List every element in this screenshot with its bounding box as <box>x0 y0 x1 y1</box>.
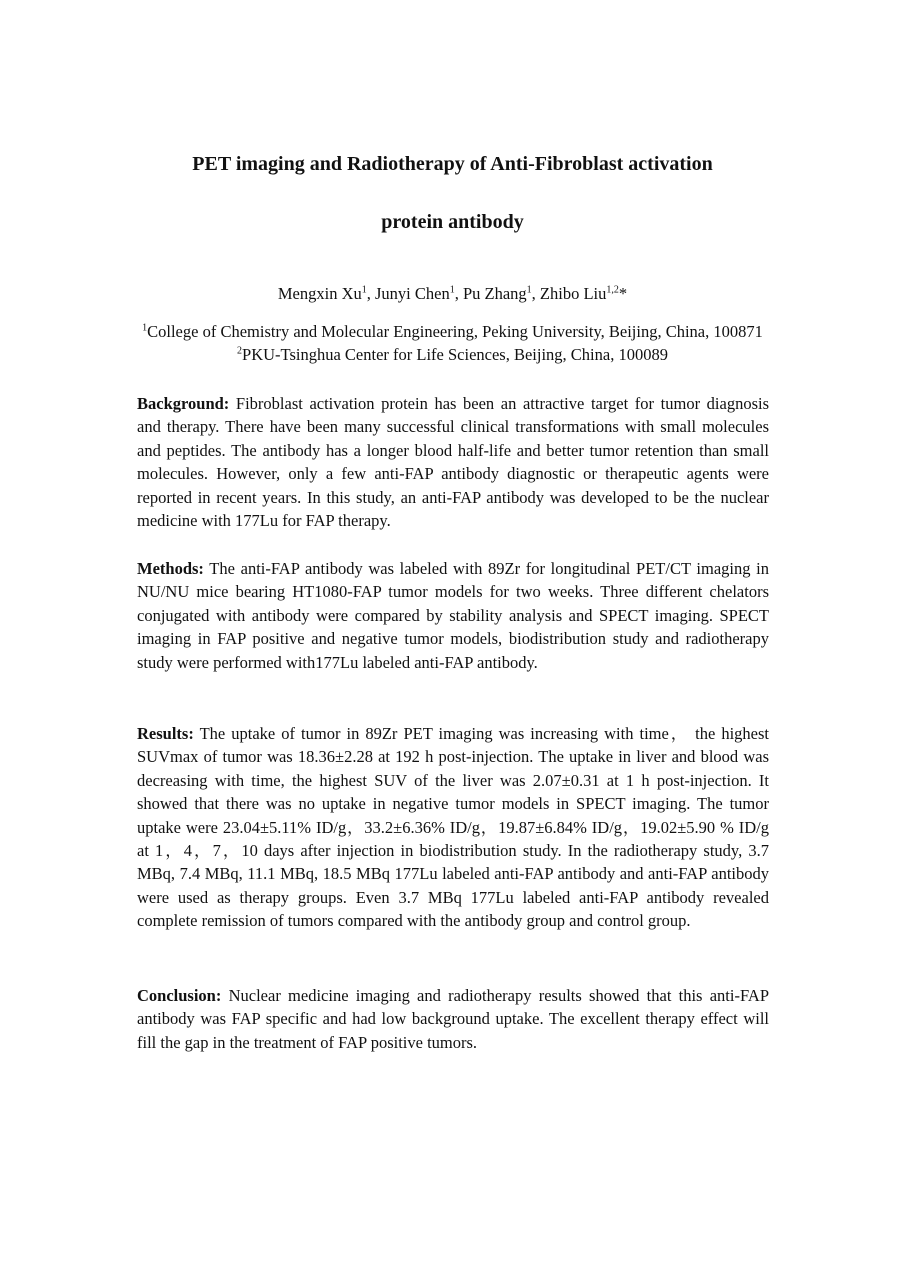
author-name: Mengxin Xu <box>277 284 362 303</box>
corresponding-author-mark: * <box>618 284 628 303</box>
affiliation-mark: 2 <box>237 345 243 357</box>
results-text: The uptake of tumor in 89Zr PET imaging was increasing with time， the highest SUVmax of tumor was 18.36±2.28 at 192 h post-injection. The uptake in liver and blood was decreasing with time, the highest SUV of the liver was 2.07±0.31 at 1 h post-injection. It showed that there was no uptake in negative tumor models in SPECT imaging. The tumor uptake were 23.04±5.11% ID/g，33.2±6.36% ID/g，19.87±6.84% ID/g，19.02±5.90 % ID/g at 1，4，7，10 days after injection in biodistribution study. In the radiotherapy study, 3.7 MBq, 7.4 MBq, 11.1 MBq, 18.5 MBq 177Lu labeled anti-FAP antibody and anti-FAP antibody were used as therapy groups. Even 3.7 MBq 177Lu labeled anti-FAP antibody revealed complete remission of tumors compared with the antibody group and control group. <box>137 724 769 931</box>
affiliation-text: PKU-Tsinghua Center for Life Sciences, Beijing, China, 100089 <box>242 345 668 364</box>
author-name: Junyi Chen <box>374 284 450 303</box>
affiliation-text: College of Chemistry and Molecular Engineering, Peking University, Beijing, China, 100871 <box>147 322 763 341</box>
author-separator: , <box>531 284 540 303</box>
author-list <box>0 283 905 305</box>
conclusion-label: Conclusion: <box>137 986 222 1005</box>
results-section <box>137 722 769 933</box>
affiliation-2 <box>0 344 905 366</box>
background-text: Fibroblast activation protein has been an attractive target for tumor diagnosis and therapy. There have been many successful clinical transformations with small molecules and peptides. The antibody has a longer blood half-life and better tumor retention than small molecules. However, only a few anti-FAP antibody diagnostic or therapeutic agents were reported in recent years. In this study, an anti-FAP antibody was developed to be the nuclear medicine with 177Lu for FAP therapy. <box>137 394 769 531</box>
author-separator: , <box>366 284 375 303</box>
author-affiliation-mark: 1 <box>449 284 455 296</box>
conclusion-text: Nuclear medicine imaging and radiotherapy results showed that this anti-FAP antibody was FAP specific and had low background uptake. The excellent therapy effect will fill the gap in the treatment of FAP positive tumors. <box>137 986 769 1052</box>
methods-label: Methods: <box>137 559 204 578</box>
author-affiliation-mark: 1 <box>526 284 532 296</box>
author-name: Pu Zhang <box>462 284 527 303</box>
conclusion-section <box>137 984 769 1054</box>
affiliation-mark: 1 <box>142 322 148 334</box>
results-label: Results: <box>137 724 194 743</box>
author-name: Zhibo Liu <box>539 284 607 303</box>
methods-section <box>137 557 769 674</box>
author-separator: , <box>454 284 463 303</box>
background-label: Background: <box>137 394 230 413</box>
background-section <box>137 392 769 532</box>
title-line-2: protein antibody <box>381 211 524 233</box>
affiliation-1 <box>0 321 905 343</box>
methods-text: The anti-FAP antibody was labeled with 89Zr for longitudinal PET/CT imaging in NU/NU mice bearing HT1080-FAP tumor models for two weeks. Three different chelators conjugated with antibody were compared by stability analysis and SPECT imaging. SPECT imaging in FAP positive and negative tumor models, biodistribution study and radiotherapy study were performed with177Lu labeled anti-FAP antibody. <box>137 559 769 672</box>
author-affiliation-mark: 1 <box>361 284 367 296</box>
author-affiliation-mark: 1,2 <box>606 284 619 296</box>
title-line-1: PET imaging and Radiotherapy of Anti-Fibroblast activation <box>192 153 713 175</box>
